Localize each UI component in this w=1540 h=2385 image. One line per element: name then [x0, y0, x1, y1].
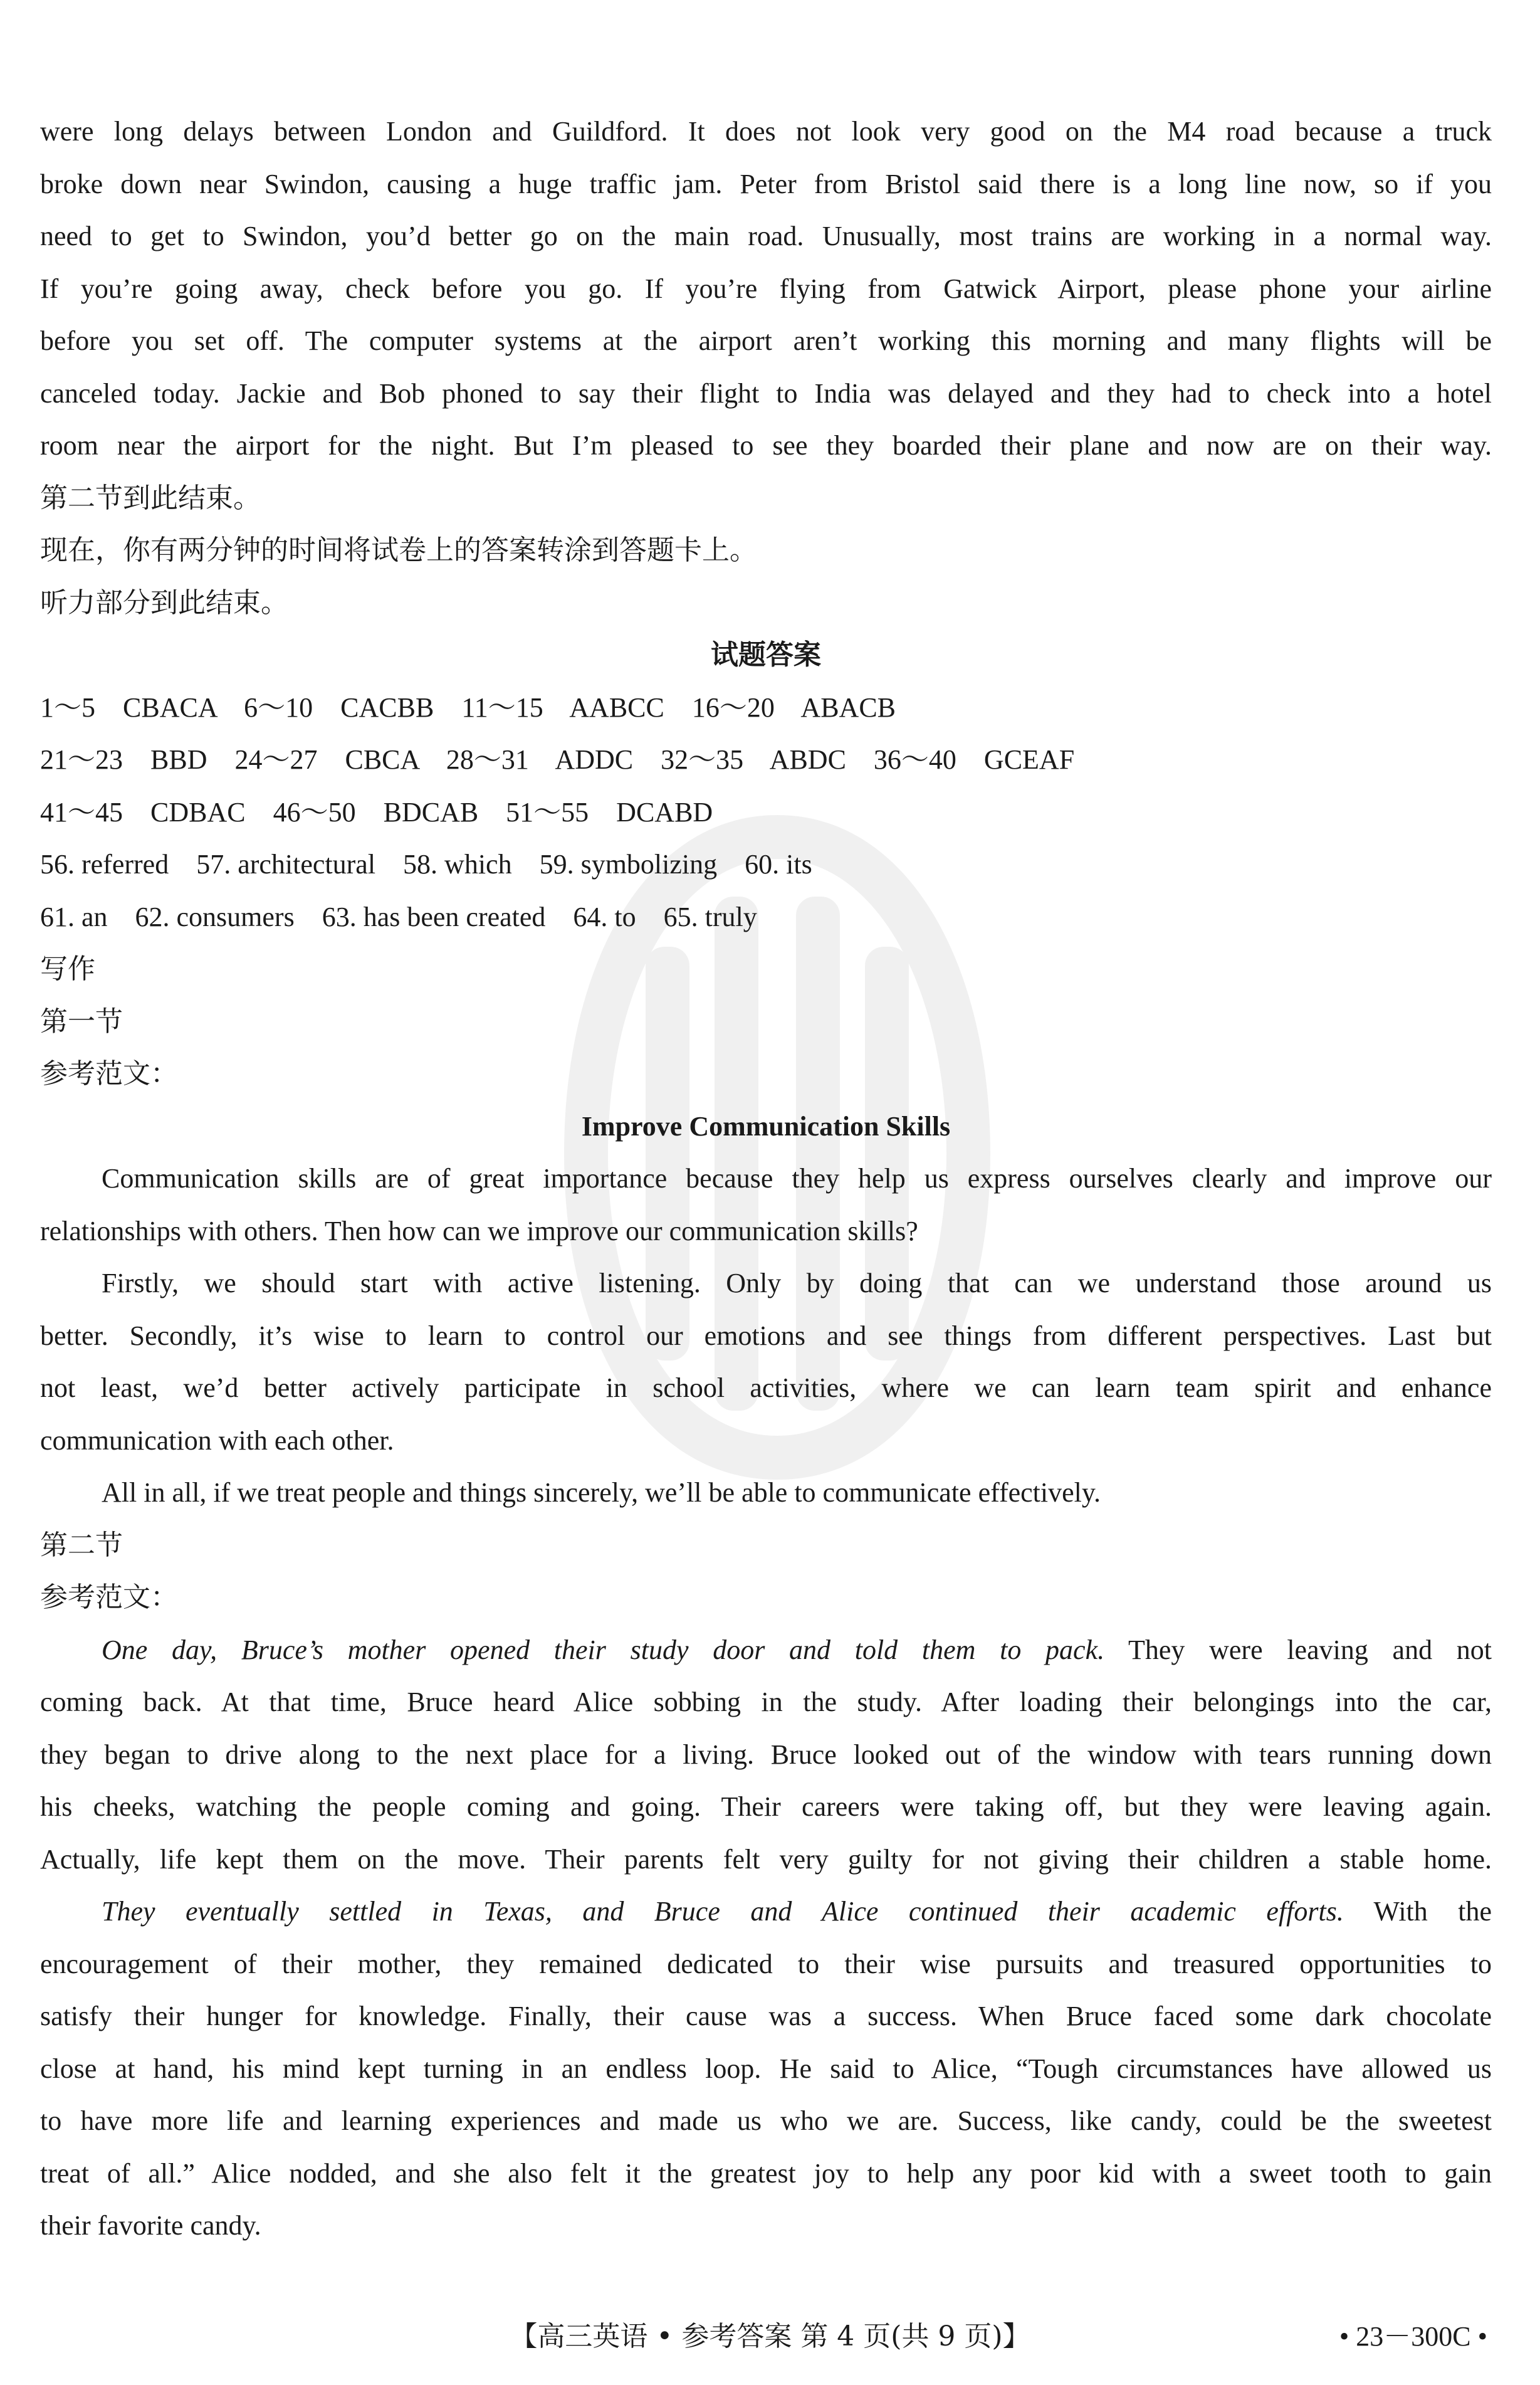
answer-row: 56. referred 57. architectural 58. which 59. symbolizing 60. its	[40, 849, 812, 880]
story-line-rest: With the	[1343, 1896, 1492, 1927]
part1-label: 第一节	[40, 1005, 123, 1038]
answer-row: 1～5 CBACA 6～10 CACBB 11～15 AABCC 16～20 ABACB	[40, 692, 896, 723]
writing-label: 写作	[40, 953, 95, 985]
section-end-note: 第二节到此结束。	[40, 482, 261, 514]
story-line-rest: They were leaving and not	[1104, 1634, 1492, 1665]
essay-line: Communication skills are of great importance because they help us express ourselves clearly and improve our	[102, 1163, 1492, 1194]
essay-line: communication with each other.	[40, 1424, 394, 1456]
story-line: his cheeks, watching the people coming and going. Their careers were taking off, but they were leaving again.	[40, 1791, 1492, 1822]
essay-line: All in all, if we treat people and things sincerely, we’ll be able to communicate effectively.	[102, 1477, 1101, 1508]
answer-row: 21～23 BBD 24～27 CBCA 28～31 ADDC 32～35 ABDC 36～40 GCEAF	[40, 744, 1075, 775]
essay-paragraph	[40, 1466, 1492, 1519]
part2-sample-label: 参考范文：	[40, 1581, 178, 1613]
essay-line: relationships with others. Then how can we improve our communication skills?	[40, 1215, 918, 1246]
story-paragraph	[40, 1624, 1492, 1886]
story-line: satisfy their hunger for knowledge. Finally, their cause was a success. When Bruce faced some dark chocolate	[40, 2001, 1492, 2031]
essay-line: Firstly, we should start with active listening. Only by doing that can we understand those around us	[102, 1268, 1492, 1298]
essay-paragraph	[40, 1152, 1492, 1257]
transcript-line: broke down near Swindon, causing a huge traffic jam. Peter from Bristol said there is a long line now, so if you	[40, 168, 1492, 199]
story-line: coming back. At that time, Bruce heard Alice sobbing in the study. After loading their belongings into the car,	[40, 1687, 1492, 1717]
answer-row: 41～45 CDBAC 46～50 BDCAB 51～55 DCABD	[40, 796, 713, 828]
transcript-block	[40, 105, 1492, 472]
transcript-line: before you set off. The computer systems at the airport aren’t working this morning and many flights will be	[40, 325, 1492, 356]
part2-label: 第二节	[40, 1529, 123, 1561]
story-lead-sentence: One day, Bruce’s mother opened their study door and told them to pack.	[102, 1634, 1105, 1665]
footer-paper-code: • 23－300C •	[1339, 2321, 1487, 2352]
story-paragraph	[40, 1885, 1492, 2252]
transcript-line: need to get to Swindon, you’d better go on the main road. Unusually, most trains are working in a normal way.	[40, 221, 1492, 251]
story-line	[40, 1885, 1492, 1938]
story-line: treat of all.” Alice nodded, and she also felt it the greatest joy to help any poor kid with a sweet tooth to gain	[40, 2157, 1492, 2189]
essay-line: better. Secondly, it’s wise to learn to control our emotions and see things from different perspectives. Last but	[40, 1320, 1492, 1351]
transfer-note: 现在，你有两分钟的时间将试卷上的答案转涂到答题卡上。	[40, 534, 757, 566]
part1-sample-label: 参考范文：	[40, 1058, 178, 1090]
transcript-line: canceled today. Jackie and Bob phoned to say their flight to India was delayed and they had to check into a hotel	[40, 377, 1492, 409]
story-line: close at hand, his mind kept turning in an endless loop. He said to Alice, “Tough circumstances have allowed us	[40, 2053, 1492, 2084]
story-lead-sentence: They eventually settled in Texas, and Bruce and Alice continued their academic efforts.	[102, 1896, 1344, 1927]
essay-line: not least, we’d better actively participate in school activities, where we can learn team spirit and enhance	[40, 1372, 1492, 1403]
story-line: to have more life and learning experiences and made us who we are. Success, like candy, could be the sweetest	[40, 2105, 1492, 2136]
essay-paragraph	[40, 1257, 1492, 1466]
transcript-line: room near the airport for the night. But I’m pleased to see they boarded their plane and now are on their way.	[40, 430, 1492, 461]
transcript-line: If you’re going away, check before you go. If you’re flying from Gatwick Airport, please phone your airline	[40, 273, 1492, 304]
story-line: Actually, life kept them on the move. Their parents felt very guilty for not giving their children a stable home.	[40, 1843, 1492, 1875]
story-line: encouragement of their mother, they remained dedicated to their wise pursuits and treasured opportunities to	[40, 1948, 1492, 1979]
answer-row: 61. an 62. consumers 63. has been created 64. to 65. truly	[40, 901, 757, 932]
answer-key	[40, 682, 1492, 944]
story-line	[40, 1624, 1492, 1677]
story-line: they began to drive along to the next place for a living. Bruce looked out of the window with tears running down	[40, 1739, 1492, 1770]
page-content	[40, 105, 1492, 2252]
transcript-line: were long delays between London and Guildford. It does not look very good on the M4 road because a truck	[40, 116, 1492, 147]
story-line: their favorite candy.	[40, 2210, 261, 2241]
listening-end-note: 听力部分到此结束。	[40, 586, 288, 619]
essay-title: Improve Communication Skills	[581, 1110, 951, 1142]
answers-heading: 试题答案	[711, 639, 821, 671]
page-footer	[0, 2314, 1540, 2351]
footer-page-info: 【高三英语 • 参考答案 第 4 页(共 9 页)】	[510, 2320, 1030, 2352]
